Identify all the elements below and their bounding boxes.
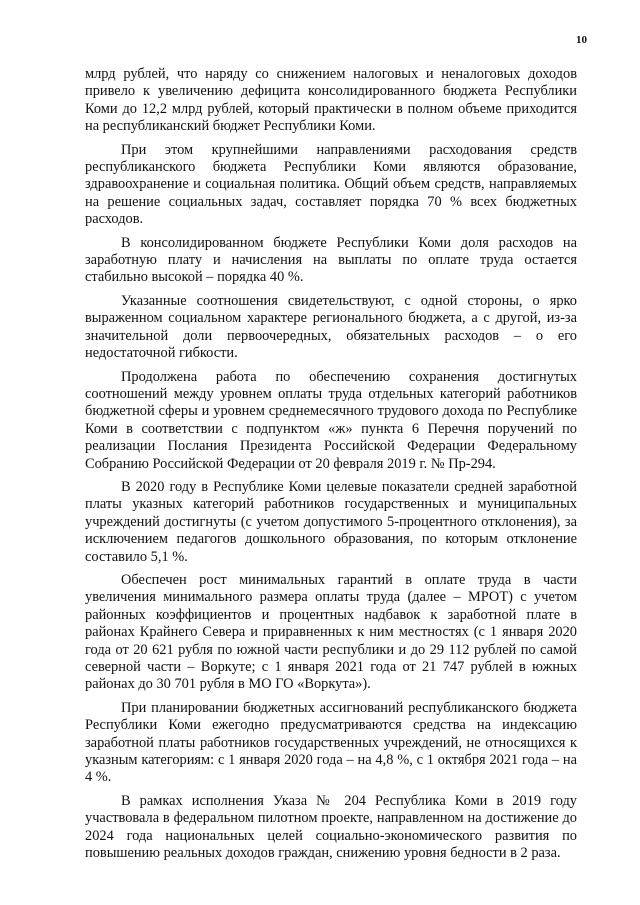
paragraph: В 2020 году в Республике Коми целевые показатели средней заработной платы указных категорий работников государственных и муниципальных учреждений достигнуты (с учетом допустимого 5-процентного отклонения), за исключением педагогов дошкольного образования, по которым отклонение составило 5,1 %.	[85, 478, 577, 565]
paragraph: Указанные соотношения свидетельствуют, с одной стороны, о ярко выраженном социальном характере регионального бюджета, а с другой, из-за значительной доли первоочередных, обязательных расходов – о его недостаточной гибкости.	[85, 292, 577, 362]
paragraph: Обеспечен рост минимальных гарантий в оплате труда в части увеличения минимального размера оплаты труда (далее – МРОТ) с учетом районных коэффициентов и процентных надбавок к заработной плате в районах Крайнего Севера и приравненных к ним местностях (с 1 января 2020 года от 20 621 рубля по южной части республики и до 29 112 рублей по самой северной части – Воркуте; с 1 января 2021 года от 21 747 рублей в южных районах до 30 701 рубля в МО ГО «Воркута»).	[85, 571, 577, 693]
paragraph: При этом крупнейшими направлениями расходования средств республиканского бюджета Республики Коми являются образование, здравоохранение и социальная политика. Общий объем средств, направляемых на решение социальных задач, составляет порядка 70 % всех бюджетных расходов.	[85, 141, 577, 228]
paragraph: В консолидированном бюджете Республики Коми доля расходов на заработную плату и начисления на выплаты по оплате труда остается стабильно высокой – порядка 40 %.	[85, 234, 577, 286]
paragraph: При планировании бюджетных ассигнований республиканского бюджета Республики Коми ежегодно предусматриваются средства на индексацию заработной платы работников государственных учреждений, не относящихся к указным категориям: с 1 января 2020 года – на 4,8 %, с 1 октября 2021 года – на 4 %.	[85, 699, 577, 786]
paragraph: В рамках исполнения Указа № 204 Республика Коми в 2019 году участвовала в федеральном пилотном проекте, направленном на достижение до 2024 года национальных целей социально-экономического развития по повышению реальных доходов граждан, снижению уровня бедности в 2 раза.	[85, 792, 577, 862]
paragraph-continuation: млрд рублей, что наряду со снижением налоговых и неналоговых доходов привело к увеличению дефицита консолидированного бюджета Республики Коми до 12,2 млрд рублей, который практически в полном объеме приходится на республиканский бюджет Республики Коми.	[85, 66, 577, 135]
document-body	[85, 66, 577, 868]
paragraph: Продолжена работа по обеспечению сохранения достигнутых соотношений между уровнем оплаты труда отдельных категорий работников бюджетной сферы и уровнем среднемесячного трудового дохода по Республике Коми в соответствии с подпунктом «ж» пункта 6 Перечня поручений по реализации Послания Президента Российской Федерации Федеральному Собранию Российской Федерации от 20 февраля 2019 г. № Пр-294.	[85, 368, 577, 472]
page-number: 10	[576, 34, 587, 46]
